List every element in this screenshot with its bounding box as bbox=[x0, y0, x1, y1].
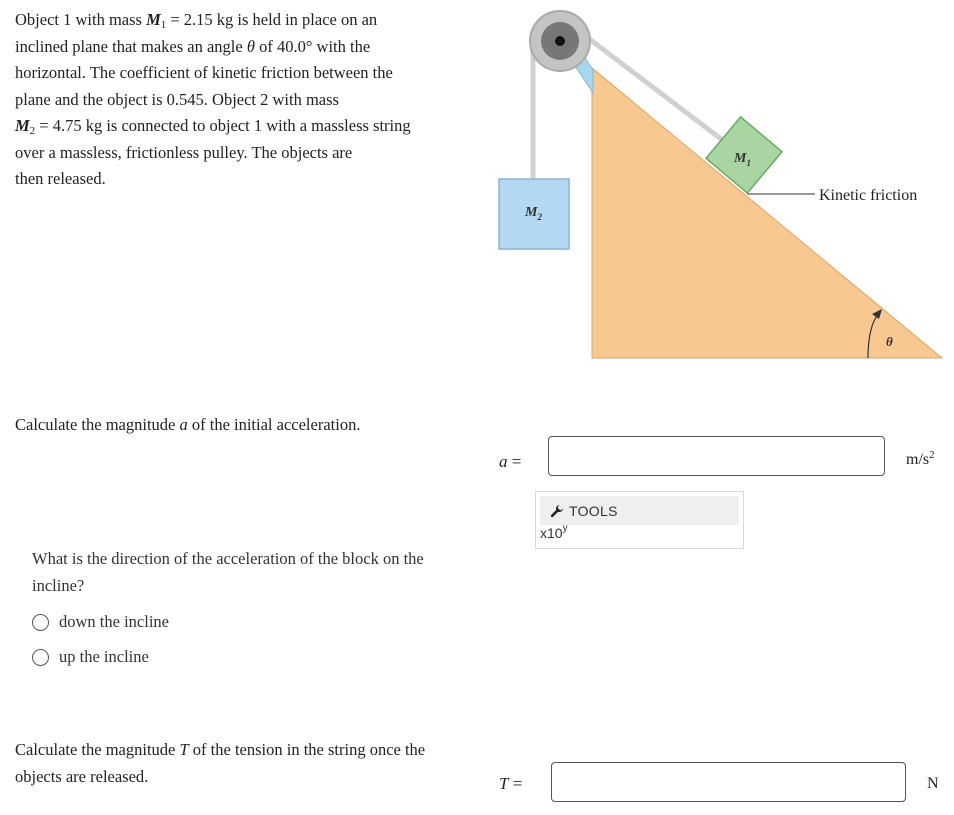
tools-label: TOOLS bbox=[569, 502, 618, 519]
x10-exponent-button[interactable]: x10$^y$ bbox=[540, 523, 568, 541]
problem-line-3: horizontal. The coefficient of kinetic friction between the bbox=[15, 63, 393, 82]
block-m1-label: $M_1$ bbox=[734, 151, 751, 168]
problem-line-2: inclined plane that makes an angle θ of 40.0° with the bbox=[15, 36, 371, 56]
tension-input[interactable] bbox=[551, 762, 906, 802]
question-acceleration: Calculate the magnitude a of the initial acceleration. bbox=[15, 415, 361, 434]
acceleration-input[interactable] bbox=[548, 436, 885, 476]
problem-line-6: over a massless, frictionless pulley. The objects are bbox=[15, 142, 353, 162]
friction-label: Kinetic friction bbox=[819, 187, 918, 204]
direction-question bbox=[32, 546, 452, 666]
block-m2-label: $M_2$ bbox=[525, 205, 542, 222]
pulley-axle bbox=[555, 36, 565, 46]
incline-plane bbox=[592, 68, 942, 358]
option-label: down the incline bbox=[59, 612, 169, 631]
direction-prompt: What is the direction of the acceleration of the block on the incline? bbox=[32, 549, 424, 595]
theta-label: θ bbox=[886, 334, 893, 349]
incline-pulley-diagram bbox=[495, 8, 950, 363]
acceleration-label: a = bbox=[499, 452, 522, 471]
radio-up-incline[interactable] bbox=[32, 649, 49, 666]
problem-line-1: Object 1 with mass $M_1 = 2.15$ kg is held in place on an bbox=[15, 10, 378, 31]
problem-line-5: $M_2 = 4.75$ kg is connected to object 1 with a massless string bbox=[15, 116, 411, 137]
tension-label: T = bbox=[499, 774, 523, 793]
acceleration-unit: $m/s^2$ bbox=[906, 449, 935, 468]
tools-button[interactable] bbox=[540, 496, 739, 525]
option-up-incline[interactable] bbox=[32, 647, 149, 667]
problem-line-7: then released. bbox=[15, 169, 106, 188]
problem-line-4: plane and the object is 0.545. Object 2 with mass bbox=[15, 89, 339, 109]
option-label: up the incline bbox=[59, 647, 149, 666]
wrench-icon bbox=[550, 504, 564, 518]
radio-down-incline[interactable] bbox=[32, 614, 49, 631]
question-tension: Calculate the magnitude T of the tension in the string once the objects are released. bbox=[15, 740, 426, 786]
option-down-incline[interactable] bbox=[32, 612, 169, 632]
tools-panel bbox=[535, 491, 744, 549]
problem-statement bbox=[15, 7, 465, 193]
tension-unit: N bbox=[927, 775, 939, 792]
